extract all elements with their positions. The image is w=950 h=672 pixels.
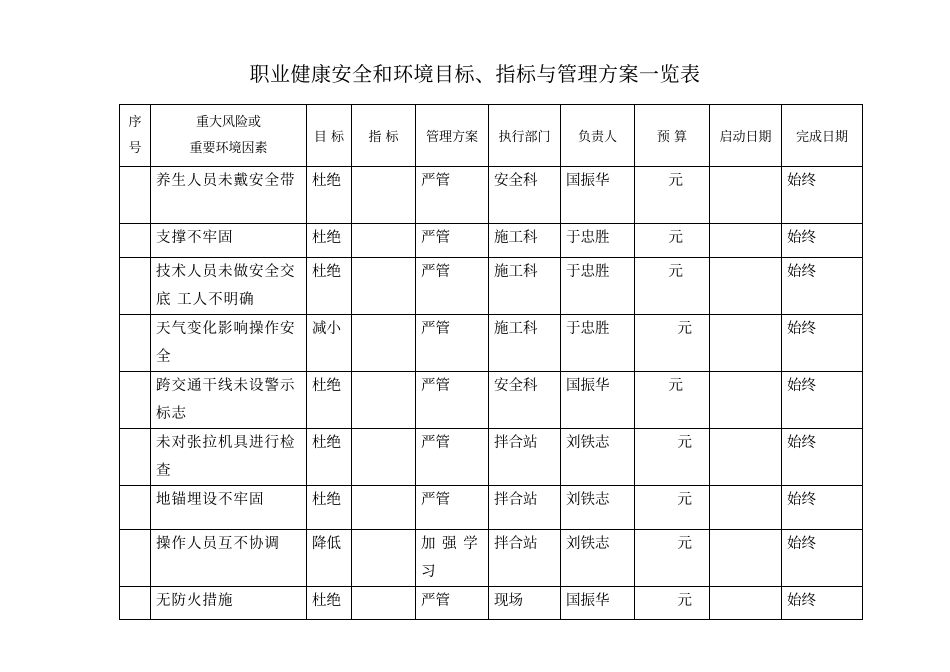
dept-cell: 拌合站	[489, 530, 561, 587]
owner-cell: 国振华	[561, 372, 635, 429]
budget-cell: 元	[635, 530, 710, 587]
risk-cell: 技术人员未做安全交底 工人不明确	[151, 258, 307, 315]
dept-cell: 拌合站	[489, 486, 561, 530]
dept-cell: 现场	[489, 587, 561, 620]
header-indicator: 指 标	[352, 105, 416, 167]
start-cell	[710, 372, 782, 429]
start-cell	[710, 429, 782, 486]
risk-cell: 操作人员互不协调	[151, 530, 307, 587]
target-cell: 杜绝	[307, 258, 352, 315]
owner-cell: 于忠胜	[561, 224, 635, 258]
indicator-cell	[352, 530, 416, 587]
start-cell	[710, 530, 782, 587]
plan-cell: 严管	[416, 167, 489, 224]
budget-cell: 元	[635, 167, 710, 224]
seq-cell	[120, 429, 151, 486]
finish-cell: 始终	[782, 224, 863, 258]
target-cell: 杜绝	[307, 224, 352, 258]
indicator-cell	[352, 372, 416, 429]
seq-cell	[120, 530, 151, 587]
table-row	[120, 167, 863, 224]
seq-cell	[120, 486, 151, 530]
start-cell	[710, 224, 782, 258]
owner-cell: 于忠胜	[561, 315, 635, 372]
seq-cell	[120, 372, 151, 429]
budget-cell: 元	[635, 372, 710, 429]
target-cell: 杜绝	[307, 372, 352, 429]
target-cell: 杜绝	[307, 587, 352, 620]
risk-cell: 天气变化影响操作安全	[151, 315, 307, 372]
target-plan-table	[119, 104, 863, 620]
seq-cell	[120, 167, 151, 224]
owner-cell: 于忠胜	[561, 258, 635, 315]
dept-cell: 施工科	[489, 315, 561, 372]
risk-cell: 未对张拉机具进行检查	[151, 429, 307, 486]
dept-cell: 拌合站	[489, 429, 561, 486]
indicator-cell	[352, 258, 416, 315]
indicator-cell	[352, 167, 416, 224]
budget-cell: 元	[635, 486, 710, 530]
dept-cell: 施工科	[489, 224, 561, 258]
table-row	[120, 486, 863, 530]
risk-cell: 跨交通干线未设警示标志	[151, 372, 307, 429]
plan-cell: 严管	[416, 315, 489, 372]
finish-cell: 始终	[782, 486, 863, 530]
finish-cell: 始终	[782, 429, 863, 486]
target-cell: 降低	[307, 530, 352, 587]
budget-cell: 元	[635, 429, 710, 486]
table-row	[120, 224, 863, 258]
indicator-cell	[352, 224, 416, 258]
indicator-cell	[352, 315, 416, 372]
indicator-cell	[352, 587, 416, 620]
table-row	[120, 315, 863, 372]
header-budget: 预 算	[635, 105, 710, 167]
table-row	[120, 372, 863, 429]
risk-cell: 地锚埋设不牢固	[151, 486, 307, 530]
header-risk-line2: 重要环境因素	[189, 140, 268, 156]
finish-cell: 始终	[782, 167, 863, 224]
finish-cell: 始终	[782, 587, 863, 620]
owner-cell: 国振华	[561, 587, 635, 620]
plan-cell: 严管	[416, 429, 489, 486]
header-risk-line1: 重大风险或	[195, 114, 261, 130]
start-cell	[710, 587, 782, 620]
owner-cell: 刘铁志	[561, 429, 635, 486]
plan-cell: 严管	[416, 258, 489, 315]
budget-cell: 元	[635, 258, 710, 315]
target-cell: 减小	[307, 315, 352, 372]
header-dept: 执行部门	[489, 105, 561, 167]
start-cell	[710, 167, 782, 224]
risk-cell: 支撑不牢固	[151, 224, 307, 258]
indicator-cell	[352, 486, 416, 530]
header-seq	[120, 105, 151, 167]
start-cell	[710, 315, 782, 372]
plan-cell: 严管	[416, 224, 489, 258]
budget-cell: 元	[635, 587, 710, 620]
header-seq-line2: 号	[128, 140, 142, 156]
seq-cell	[120, 258, 151, 315]
risk-cell: 养生人员未戴安全带	[151, 167, 307, 224]
risk-cell: 无防火措施	[151, 587, 307, 620]
table-row	[120, 429, 863, 486]
dept-cell: 施工科	[489, 258, 561, 315]
owner-cell: 国振华	[561, 167, 635, 224]
plan-cell: 严管	[416, 486, 489, 530]
indicator-cell	[352, 429, 416, 486]
dept-cell: 安全科	[489, 372, 561, 429]
target-cell: 杜绝	[307, 429, 352, 486]
table-row	[120, 530, 863, 587]
finish-cell: 始终	[782, 530, 863, 587]
dept-cell: 安全科	[489, 167, 561, 224]
header-target: 目 标	[307, 105, 352, 167]
header-seq-line1: 序	[128, 114, 142, 130]
header-start: 启动日期	[710, 105, 782, 167]
table-row	[120, 587, 863, 620]
seq-cell	[120, 587, 151, 620]
plan-cell: 加 强 学 习	[416, 530, 489, 587]
start-cell	[710, 486, 782, 530]
start-cell	[710, 258, 782, 315]
budget-cell: 元	[635, 315, 710, 372]
finish-cell: 始终	[782, 372, 863, 429]
header-finish: 完成日期	[782, 105, 863, 167]
header-owner: 负责人	[561, 105, 635, 167]
seq-cell	[120, 315, 151, 372]
owner-cell: 刘铁志	[561, 486, 635, 530]
header-row	[120, 105, 863, 167]
plan-cell: 严管	[416, 372, 489, 429]
target-cell: 杜绝	[307, 486, 352, 530]
finish-cell: 始终	[782, 258, 863, 315]
target-cell: 杜绝	[307, 167, 352, 224]
plan-cell: 严管	[416, 587, 489, 620]
owner-cell: 刘铁志	[561, 530, 635, 587]
header-plan: 管理方案	[416, 105, 489, 167]
header-risk	[151, 105, 307, 167]
budget-cell: 元	[635, 224, 710, 258]
page-title: 职业健康安全和环境目标、指标与管理方案一览表	[249, 62, 701, 86]
finish-cell: 始终	[782, 315, 863, 372]
seq-cell	[120, 224, 151, 258]
table-row	[120, 258, 863, 315]
